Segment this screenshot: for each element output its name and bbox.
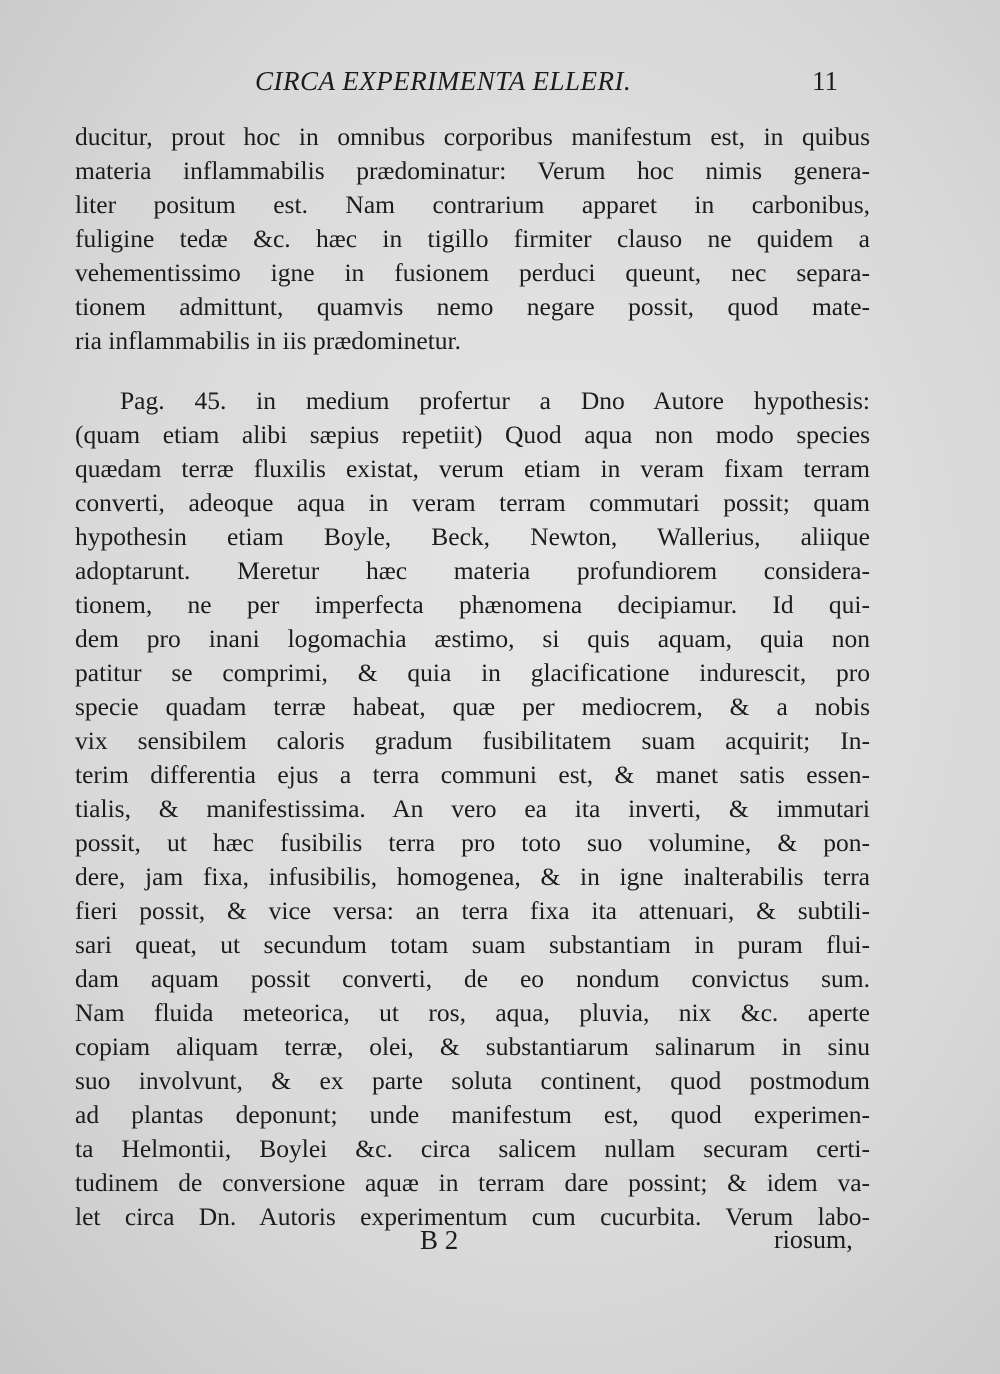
text-line: vix sensibilem caloris gradum fusibilitatem suam acquirit; In- [75,726,870,755]
text-line: materia inflammabilis prædominatur: Verum hoc nimis genera- [75,156,870,185]
text-line: tudinem de conversione aquæ in terram dare possint; & idem va- [75,1168,870,1197]
text-line: converti, adeoque aqua in veram terram commutari possit; quam [75,488,870,517]
page-number: 11 [812,66,838,96]
text-line: vehementissimo igne in fusionem perduci queunt, nec separa- [75,258,870,287]
text-line: quædam terræ fluxilis existat, verum etiam in veram fixam terram [75,454,870,483]
text-line: dam aquam possit converti, de eo nondum convictus sum. [75,964,870,993]
text-line: possit, ut hæc fusibilis terra pro toto suo volumine, & pon- [75,828,870,857]
running-head: CIRCA EXPERIMENTA ELLERI. [255,66,632,96]
paragraph-2 [75,384,870,1268]
text-line: terim differentia ejus a terra communi est, & manet satis essen- [75,760,870,789]
text-line: fieri possit, & vice versa: an terra fixa ita attenuari, & subtili- [75,896,870,925]
text-line: ad plantas deponunt; unde manifestum est, quod experimen- [75,1100,870,1129]
text-line: specie quadam terræ habeat, quæ per mediocrem, & a nobis [75,692,870,721]
text-line: suo involvunt, & ex parte soluta continent, quod postmodum [75,1066,870,1095]
paragraph-gap [75,358,870,384]
text-line: adoptarunt. Meretur hæc materia profundiorem considera- [75,556,870,585]
text-line: hypothesin etiam Boyle, Beck, Newton, Wallerius, aliique [75,522,870,551]
text-line: ria inflammabilis in iis prædominetur. [75,326,461,355]
text-line: ducitur, prout hoc in omnibus corporibus manifestum est, in quibus [75,122,870,151]
signature-mark: B 2 [420,1225,459,1255]
text-line: tialis, & manifestissima. An vero ea ita inverti, & immutari [75,794,870,823]
text-line [75,1234,870,1268]
text-line: tionem admittunt, quamvis nemo negare possit, quod mate- [75,292,870,321]
text-line: Nam fluida meteorica, ut ros, aqua, pluvia, nix &c. aperte [75,998,870,1027]
paragraph-1 [75,120,870,358]
catchword: riosum, [774,1225,853,1254]
text-line: dem pro inani logomachia æstimo, si quis aquam, quia non [75,624,870,653]
text-line: sari queat, ut secundum totam suam substantiam in puram flui- [75,930,870,959]
text-line: dere, jam fixa, infusibilis, homogenea, & in igne inalterabilis terra [75,862,870,891]
text-line: liter positum est. Nam contrarium apparet in carbonibus, [75,190,870,219]
text-line: ta Helmontii, Boylei &c. circa salicem nullam securam certi- [75,1134,870,1163]
text-line: (quam etiam alibi sæpius repetiit) Quod aqua non modo species [75,420,870,449]
text-line: Pag. 45. in medium profertur a Dno Autore hypothesis: [120,386,870,415]
text-line: let circa Dn. Autoris experimentum cum cucurbita. Verum labo- [75,1202,870,1231]
text-line: copiam aliquam terræ, olei, & substantiarum salinarum in sinu [75,1032,870,1061]
text-line: tionem, ne per imperfecta phænomena decipiamur. Id qui- [75,590,870,619]
text-line: fuligine tedæ &c. hæc in tigillo firmiter clauso ne quidem a [75,224,870,253]
text-line: patitur se comprimi, & quia in glacificatione indurescit, pro [75,658,870,687]
body-text [75,120,870,1268]
